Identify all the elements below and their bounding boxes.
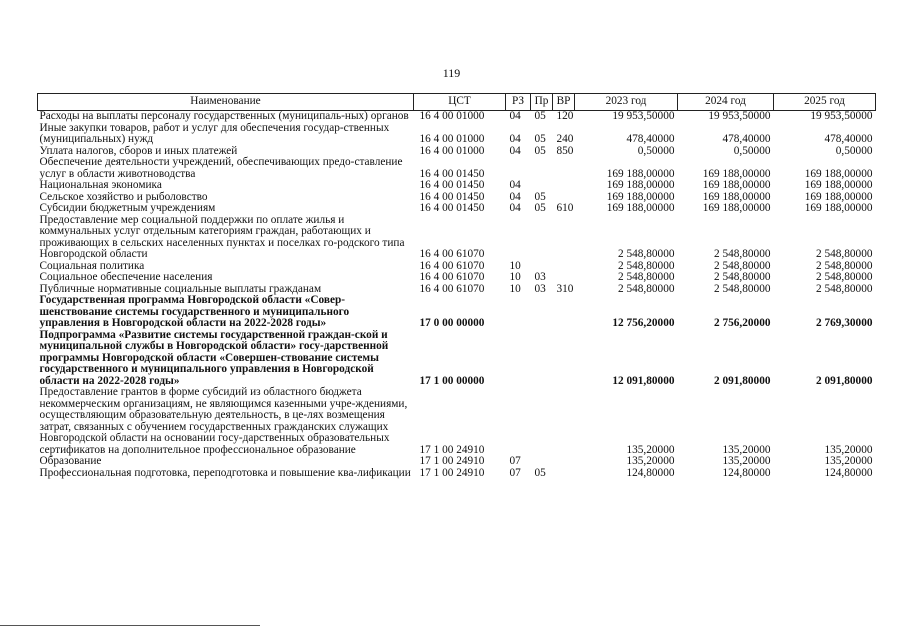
row-2023: 135,20000 [626, 443, 675, 456]
row-name: Социальное обеспечение населения [39, 271, 213, 283]
row-2024: 2 756,20000 [714, 317, 771, 329]
row-2024: 135,20000 [722, 443, 771, 456]
row-vr [553, 272, 575, 284]
row-2025: 2 548,80000 [816, 271, 873, 283]
row-2023: 169 188,00000 [606, 167, 675, 180]
row-2024: 169 188,00000 [702, 190, 771, 203]
row-name: Образование [39, 455, 102, 467]
header-2023: 2023 год [575, 94, 678, 111]
row-pr: 05 [534, 466, 546, 479]
row-2023: 478,40000 [626, 133, 675, 145]
budget-table [37, 93, 876, 479]
row-name: Национальная экономика [39, 179, 162, 191]
row-name: Предоставление грантов в форме субсидий из областного бюджета некоммерческим организациям, не являющимся казенными учре-ждениями, осуществляющим образовательную деятельность, в це-лях возмещения затрат, связанных с обучением государственных гражданских служащих Новгородской области на основании госу-дарственных образовательных сертификатов на дополнительное профессиональное образование [39, 386, 408, 456]
table-body [38, 111, 876, 480]
row-cst: 16 4 00 61070 [419, 248, 485, 260]
table-row [38, 330, 876, 388]
footer-rule [0, 625, 260, 626]
row-pr [531, 456, 553, 468]
row-cst: 16 4 00 01000 [419, 133, 485, 145]
row-pr [531, 180, 553, 192]
row-name: Публичные нормативные социальные выплаты гражданам [39, 282, 322, 295]
row-pr: 05 [534, 202, 546, 214]
row-cst: 16 4 00 01450 [419, 190, 485, 203]
row-pr: 03 [534, 282, 546, 295]
row-pr [531, 387, 553, 456]
row-2023: 12 091,80000 [612, 374, 675, 387]
table-row [38, 111, 876, 123]
row-vr: 310 [556, 282, 574, 295]
row-name: Уплата налогов, сборов и иных платежей [39, 144, 238, 157]
row-2025: 2 091,80000 [816, 374, 873, 387]
row-2024: 2 548,80000 [714, 259, 771, 272]
header-vr: ВР [553, 94, 575, 111]
row-cst: 16 4 00 01450 [419, 179, 485, 191]
row-2023: 124,80000 [626, 466, 675, 479]
row-2023: 12 756,20000 [612, 317, 675, 329]
row-vr: 120 [556, 110, 574, 122]
row-2023: 169 188,00000 [606, 202, 675, 214]
row-2023: 169 188,00000 [606, 179, 675, 191]
row-vr: 850 [556, 144, 574, 157]
table-header-row [38, 94, 876, 111]
header-2025: 2025 год [774, 94, 876, 111]
row-pr: 05 [534, 110, 546, 122]
table-row [38, 157, 876, 180]
row-pr [531, 295, 553, 330]
header-cst: ЦСТ [414, 94, 506, 111]
row-2025: 0,50000 [835, 144, 873, 157]
row-pr: 05 [534, 144, 546, 157]
row-2023: 2 548,80000 [618, 259, 675, 272]
table-row [38, 203, 876, 215]
row-name: Государственная программа Новгородской области «Совер-шенствование системы государственного и муниципального управления в Новгородской области на 2022-2028 годы» [39, 294, 350, 329]
row-rz: 04 [509, 133, 521, 145]
row-2025: 135,20000 [824, 443, 873, 456]
row-2023: 19 953,50000 [612, 110, 675, 122]
header-name: Наименование [38, 94, 414, 111]
row-2025: 19 953,50000 [810, 110, 873, 122]
row-rz [506, 330, 531, 388]
row-2024: 135,20000 [722, 455, 771, 467]
row-2025: 169 188,00000 [804, 179, 873, 191]
row-2023: 2 548,80000 [618, 248, 675, 260]
row-rz: 04 [509, 144, 521, 157]
row-2025: 2 548,80000 [816, 259, 873, 272]
table-row [38, 272, 876, 284]
row-pr: 03 [534, 271, 546, 283]
row-2023: 0,50000 [637, 144, 675, 157]
row-name: Обеспечение деятельности учреждений, обеспечивающих предо-ставление услуг в области животноводства [39, 156, 403, 180]
row-cst: 16 4 00 01450 [419, 167, 485, 180]
row-vr [553, 180, 575, 192]
row-rz [506, 387, 531, 456]
row-cst: 16 4 00 61070 [419, 259, 485, 272]
row-2024: 0,50000 [733, 144, 771, 157]
row-2023: 135,20000 [626, 455, 675, 467]
row-cst: 16 4 00 01450 [419, 202, 485, 214]
row-vr: 610 [556, 202, 574, 214]
row-vr [553, 295, 575, 330]
row-2024: 169 188,00000 [702, 202, 771, 214]
row-2025: 169 188,00000 [804, 202, 873, 214]
row-rz: 04 [509, 179, 521, 191]
row-rz [506, 295, 531, 330]
row-name: Субсидии бюджетным учреждениям [39, 202, 216, 214]
table-row [38, 215, 876, 261]
row-rz: 04 [509, 202, 521, 214]
table-row [38, 468, 876, 480]
row-2024: 2 548,80000 [714, 271, 771, 283]
row-2024: 169 188,00000 [702, 179, 771, 191]
row-vr [553, 468, 575, 480]
row-vr [553, 387, 575, 456]
page-number: 119 [442, 66, 461, 80]
row-rz: 04 [509, 110, 521, 122]
row-2025: 124,80000 [824, 466, 873, 479]
row-2024: 2 548,80000 [714, 248, 771, 260]
row-pr [531, 215, 553, 261]
row-rz: 10 [509, 282, 521, 295]
row-cst: 17 0 00 00000 [419, 317, 485, 329]
row-2025: 2 548,80000 [816, 248, 873, 260]
row-cst: 17 1 00 24910 [419, 466, 485, 479]
row-name: Предоставление мер социальной поддержки по оплате жилья и коммунальных услуг отдельным категориям граждан, работающих и проживающих в сельских населенных пунктах и поселках го-родского типа Новгородской области [39, 213, 405, 260]
row-rz: 04 [509, 190, 521, 203]
row-2024: 169 188,00000 [702, 167, 771, 180]
row-rz [506, 215, 531, 261]
row-pr [531, 330, 553, 388]
row-2024: 2 091,80000 [714, 374, 771, 387]
header-pr: Пр [531, 94, 553, 111]
row-vr [553, 330, 575, 388]
row-2023: 2 548,80000 [618, 271, 675, 283]
row-name: Иные закупки товаров, работ и услуг для обеспечения государ-ственных (муниципальных) нужд [39, 121, 390, 145]
row-rz: 07 [509, 455, 521, 467]
table-row [38, 295, 876, 330]
row-2025: 135,20000 [824, 455, 873, 467]
row-2025: 2 548,80000 [816, 282, 873, 295]
row-2024: 19 953,50000 [708, 110, 771, 122]
row-2023: 2 548,80000 [618, 282, 675, 295]
row-rz: 10 [509, 259, 521, 272]
row-pr [531, 157, 553, 180]
table-row [38, 456, 876, 468]
row-2024: 478,40000 [722, 133, 771, 145]
row-pr: 05 [534, 190, 546, 203]
row-name: Социальная политика [39, 259, 145, 272]
row-rz: 07 [509, 466, 521, 479]
row-2023: 169 188,00000 [606, 190, 675, 203]
row-cst: 16 4 00 61070 [419, 282, 485, 295]
row-vr [553, 157, 575, 180]
table-row [38, 123, 876, 146]
table-row [38, 180, 876, 192]
row-rz [506, 157, 531, 180]
header-rz: РЗ [506, 94, 531, 111]
row-cst: 17 1 00 24910 [419, 443, 485, 456]
row-2025: 478,40000 [824, 133, 873, 145]
row-rz: 10 [509, 271, 521, 283]
row-vr [553, 456, 575, 468]
row-name: Профессиональная подготовка, переподготовка и повышение ква-лификации [39, 466, 411, 479]
row-vr: 240 [556, 133, 574, 145]
table-row [38, 387, 876, 456]
header-2024: 2024 год [678, 94, 774, 111]
row-2025: 169 188,00000 [804, 190, 873, 203]
row-2024: 2 548,80000 [714, 282, 771, 295]
row-2024: 124,80000 [722, 466, 771, 479]
row-cst: 17 1 00 00000 [419, 374, 485, 387]
row-2025: 169 188,00000 [804, 167, 873, 180]
row-vr [553, 261, 575, 273]
row-cst: 16 4 00 01000 [419, 144, 485, 157]
row-name: Сельское хозяйство и рыболовство [39, 190, 208, 203]
row-name: Расходы на выплаты персоналу государственных (муниципаль-ных) органов [39, 110, 409, 122]
row-cst: 16 4 00 01000 [419, 110, 485, 122]
row-2025: 2 769,30000 [816, 317, 873, 329]
row-name: Подпрограмма «Развитие системы государственной граждан-ской и муниципальной службы в Новгородской области» госу-дарственной программы Новгородской области «Совершен-ствование системы государственного и муниципального управления в Новгородской области на 2022-2028 годы» [39, 328, 389, 387]
row-cst: 16 4 00 61070 [419, 271, 485, 283]
row-cst: 17 1 00 24910 [419, 455, 485, 467]
row-vr [553, 215, 575, 261]
row-pr: 05 [534, 133, 546, 145]
